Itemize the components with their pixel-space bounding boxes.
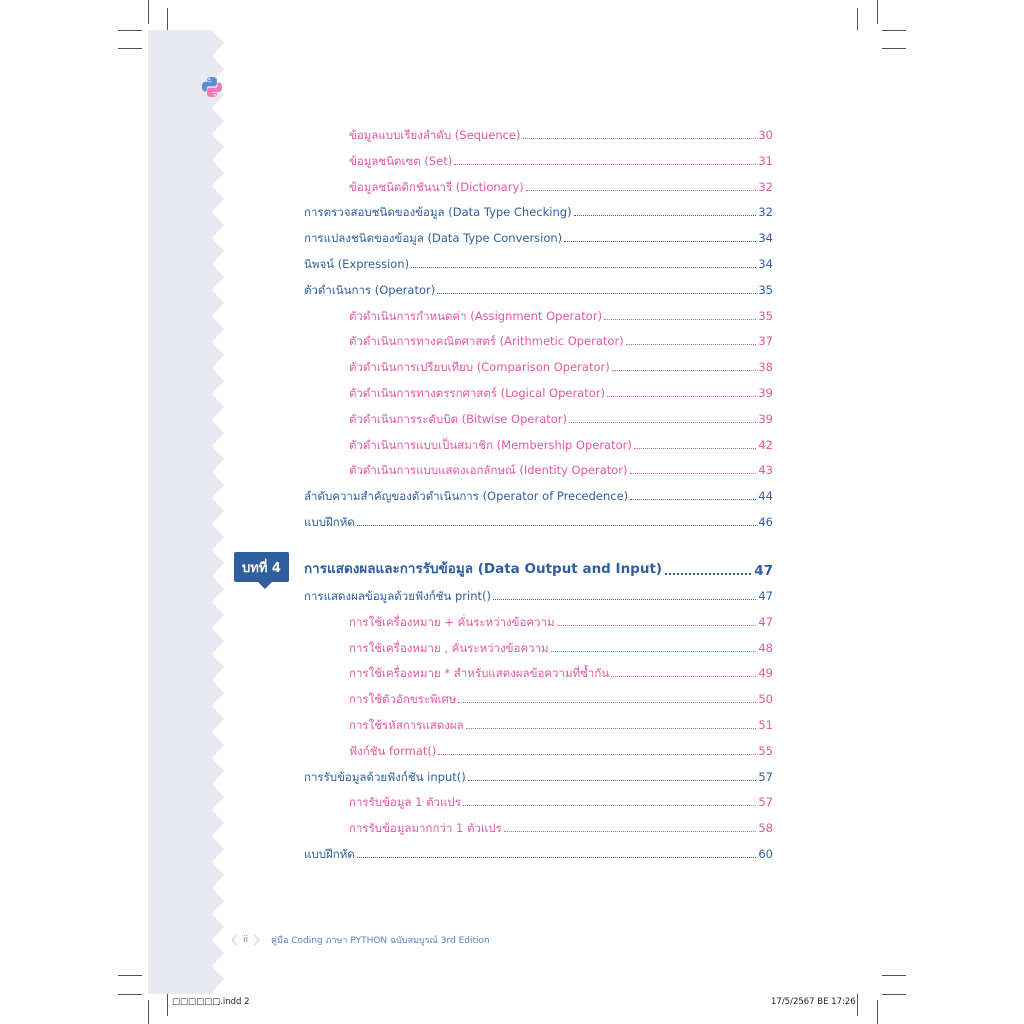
- toc-entry-page-number: 58: [758, 821, 773, 836]
- toc-entry[interactable]: [304, 485, 773, 503]
- toc-entry-title: นิพจน์ (Expression): [304, 257, 410, 271]
- toc-entry-page-number: 47: [758, 589, 773, 603]
- toc-entry-title: ข้อมูลแบบเรียงลำดับ (Sequence): [349, 128, 521, 142]
- dot-leader: [466, 728, 757, 729]
- toc-entry-page-number: 43: [758, 463, 773, 478]
- chapter-page-number: 47: [754, 563, 773, 579]
- dot-leader: [504, 831, 757, 832]
- dot-leader: [463, 805, 756, 806]
- toc-entry-title: ตัวดำเนินการแบบแสดงเอกลักษณ์ (Identity Operator): [349, 463, 628, 478]
- toc-entry[interactable]: [349, 382, 773, 400]
- toc-entry-page-number: 35: [758, 282, 773, 297]
- toc-entry-page-number: 42: [758, 437, 773, 452]
- toc-entry-title: ฟังก์ชัน format(): [349, 743, 437, 758]
- dot-leader: [454, 164, 756, 165]
- dot-leader: [357, 525, 757, 526]
- toc-entry[interactable]: [349, 688, 773, 706]
- toc-entry-title: การใช้เครื่องหมาย * สำหรับแสดงผลข้อความที่ซ้ำกัน: [349, 666, 610, 681]
- toc-entry-page-number: 44: [758, 489, 773, 504]
- toc-entry[interactable]: [304, 279, 773, 297]
- toc-entry-page-number: 31: [758, 153, 773, 168]
- toc-entry-page-number: 46: [758, 515, 773, 529]
- toc-entry-title: แบบฝึกหัด: [304, 847, 355, 861]
- slug-datetime: 17/5/2567 BE 17:26: [771, 997, 856, 1007]
- toc-entry-page-number: 47: [758, 614, 773, 629]
- toc-entry-title: ตัวดำเนินการระดับบิต (Bitwise Operator): [349, 411, 568, 426]
- dot-leader: [458, 702, 756, 703]
- toc-entry-title: แบบฝึกหัด: [304, 515, 355, 529]
- dot-leader: [611, 676, 756, 677]
- dot-leader: [438, 754, 756, 755]
- dot-leader: [604, 319, 756, 320]
- dot-leader: [437, 293, 756, 294]
- toc-entry[interactable]: [304, 227, 773, 245]
- toc-entry[interactable]: [349, 714, 773, 732]
- toc-entry-title: ตัวดำเนินการกำหนดค่า (Assignment Operator): [349, 308, 603, 323]
- toc-entry-page-number: 32: [758, 205, 773, 220]
- toc-entry-title: การรับข้อมูล 1 ตัวแปร: [349, 795, 461, 810]
- toc-entry-page-number: 60: [758, 847, 773, 861]
- toc-entry[interactable]: [304, 511, 773, 529]
- toc-entry[interactable]: [349, 330, 773, 348]
- toc-entry-page-number: 38: [758, 360, 773, 375]
- chevron-left-icon: 〈: [226, 934, 237, 947]
- chapter-heading[interactable]: [304, 559, 773, 579]
- dot-leader: [523, 138, 757, 139]
- toc-entry-title: ตัวดำเนินการแบบเป็นสมาชิก (Membership Operator): [349, 437, 632, 452]
- dot-leader: [612, 370, 757, 371]
- dot-leader: [526, 190, 757, 191]
- toc-entry[interactable]: [304, 201, 773, 219]
- toc-entry-title: การรับข้อมูลมากกว่า 1 ตัวแปร: [349, 821, 502, 836]
- toc-entry-title: การใช้เครื่องหมาย , คั่นระหว่างข้อความ: [349, 640, 549, 655]
- toc-entry[interactable]: [349, 637, 773, 655]
- toc-entry-page-number: 57: [758, 795, 773, 810]
- toc-entry[interactable]: [304, 766, 773, 784]
- toc-entry[interactable]: [349, 662, 773, 680]
- toc-entry[interactable]: [349, 740, 773, 758]
- toc-entry-title: การตรวจสอบชนิดของข้อมูล (Data Type Checking): [304, 205, 572, 220]
- dot-leader: [665, 573, 751, 575]
- chapter-title: การแสดงผลและการรับข้อมูล (Data Output and Input): [304, 561, 663, 577]
- toc-entry-page-number: 55: [758, 743, 773, 758]
- toc-entry[interactable]: [304, 585, 773, 603]
- dot-leader: [569, 422, 756, 423]
- footer-book-title: คู่มือ Coding ภาษา PYTHON ฉบับสมบูรณ์ 3rd Edition: [271, 936, 490, 946]
- toc-entry-page-number: 50: [758, 692, 773, 707]
- toc-entry-page-number: 57: [758, 769, 773, 784]
- toc-entry[interactable]: [304, 253, 773, 271]
- toc-entry-page-number: 34: [758, 257, 773, 271]
- page-footer: [226, 932, 490, 948]
- toc-entry-title: การใช้รหัสการแสดงผล: [349, 718, 464, 732]
- dot-leader: [357, 857, 757, 858]
- dot-leader: [551, 651, 757, 652]
- chapter-badge-label: บทที่ 4: [242, 560, 281, 576]
- toc-entry-title: ตัวดำเนินการเปรียบเทียบ (Comparison Operator): [349, 360, 610, 375]
- toc-entry[interactable]: [304, 843, 773, 861]
- toc-entry[interactable]: [349, 408, 773, 426]
- toc-entry-page-number: 32: [758, 179, 773, 194]
- toc-entry-page-number: 30: [758, 128, 773, 142]
- toc-entry-title: ตัวดำเนินการ (Operator): [304, 282, 436, 297]
- chapter-badge: [234, 552, 289, 582]
- toc-entry-page-number: 51: [758, 718, 773, 732]
- toc-entry-page-number: 39: [758, 386, 773, 400]
- footer-page-number: ii: [243, 935, 249, 945]
- slug-filename: □□□□□□.indd 2: [172, 997, 250, 1007]
- toc-entry[interactable]: [349, 124, 773, 142]
- toc-entry[interactable]: [349, 305, 773, 323]
- toc-entry-title: ข้อมูลชนิดเซต (Set): [349, 153, 453, 168]
- toc-entry-title: การแสดงผลข้อมูลด้วยฟังก์ชัน print(): [304, 589, 491, 603]
- dot-leader: [557, 625, 757, 626]
- toc-entry-page-number: 39: [758, 411, 773, 426]
- toc-entry[interactable]: [349, 434, 773, 452]
- dot-leader: [574, 215, 757, 216]
- toc-entry[interactable]: [349, 611, 773, 629]
- toc-entry-page-number: 34: [758, 231, 773, 246]
- toc-entry-title: การรับข้อมูลด้วยฟังก์ชัน input(): [304, 769, 466, 784]
- dot-leader: [630, 473, 757, 474]
- toc-entry-title: การใช้ตัวอักขระพิเศษ: [349, 692, 457, 707]
- toc-entry-title: ลำดับความสำคัญของตัวดำเนินการ (Operator of Precedence): [304, 489, 629, 504]
- dot-leader: [634, 448, 756, 449]
- toc-entry-title: ตัวดำเนินการทางตรรกศาสตร์ (Logical Operator): [349, 386, 606, 400]
- toc-entry-page-number: 35: [758, 308, 773, 323]
- toc-entry-title: การแปลงชนิดของข้อมูล (Data Type Conversion): [304, 231, 563, 246]
- toc-entry-title: ตัวดำเนินการทางคณิตศาสตร์ (Arithmetic Operator): [349, 334, 624, 349]
- dot-leader: [468, 780, 757, 781]
- dot-leader: [607, 396, 756, 397]
- toc-entry[interactable]: [349, 817, 773, 835]
- toc-entry[interactable]: [349, 791, 773, 809]
- toc-entry[interactable]: [349, 459, 773, 477]
- toc-entry[interactable]: [349, 356, 773, 374]
- toc-entry-page-number: 48: [758, 640, 773, 655]
- dot-leader: [493, 599, 756, 600]
- toc-entry-title: การใช้เครื่องหมาย + คั่นระหว่างข้อความ: [349, 614, 555, 629]
- toc-entry[interactable]: [349, 150, 773, 168]
- toc-entry-title: ข้อมูลชนิดดิกชันนารี (Dictionary): [349, 179, 524, 194]
- toc-entry-page-number: 49: [758, 666, 773, 681]
- dot-leader: [626, 344, 757, 345]
- toc-entry-page-number: 37: [758, 334, 773, 349]
- dot-leader: [411, 267, 756, 268]
- chevron-right-icon: 〉: [254, 934, 266, 947]
- toc-entry[interactable]: [349, 176, 773, 194]
- dot-leader: [564, 241, 756, 242]
- dot-leader: [630, 499, 756, 500]
